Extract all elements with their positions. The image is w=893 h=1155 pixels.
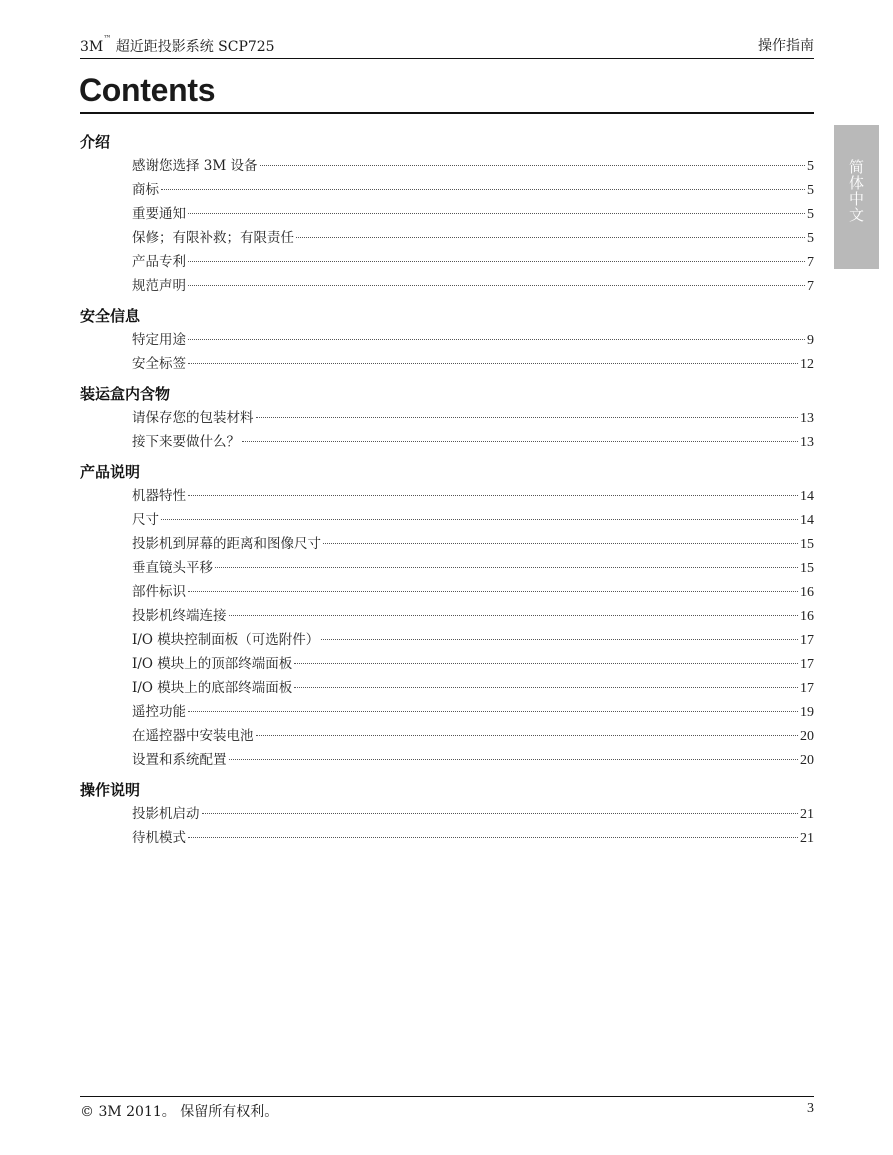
toc-entry-label: 请保存您的包装材料 [132,410,254,426]
toc-entry[interactable] [80,484,814,508]
toc-entry[interactable] [80,250,814,274]
toc-entry[interactable] [80,532,814,556]
toc-entry[interactable] [80,748,814,772]
toc-entry-label: 在遥控器中安装电池 [132,728,254,744]
toc-entry[interactable] [80,676,814,700]
toc-section [80,130,814,298]
toc-entry-label: I/O 模块上的底部终端面板 [132,680,293,696]
toc-section-title: 安全信息 [80,307,141,325]
toc-entry-label: 遥控功能 [132,704,186,720]
toc-entry[interactable] [80,154,814,178]
dot-leader [202,813,799,814]
dot-leader [188,339,805,340]
toc-entry-label: 规范声明 [132,278,186,294]
toc-section [80,460,814,772]
toc-entry-label: 机器特性 [132,488,186,504]
toc-entry[interactable] [80,826,814,850]
toc-entry-label: 特定用途 [132,332,186,348]
dot-leader [229,615,799,616]
toc-entry-page: 17 [800,657,814,672]
dot-leader [188,285,805,286]
page-header [80,34,814,56]
dot-leader [256,417,799,418]
toc-entry-page: 14 [800,513,814,528]
dot-leader [188,591,798,592]
toc-entry[interactable] [80,604,814,628]
toc-entry[interactable] [80,202,814,226]
header-brand: 3M [80,39,104,55]
page-title: Contents [79,72,216,108]
dot-leader [161,189,805,190]
dot-leader [242,441,798,442]
footer-divider [80,1096,814,1097]
dot-leader [161,519,798,520]
toc-entry-page: 14 [800,489,814,504]
toc-entry-label: 待机模式 [132,830,186,846]
toc-entry-page: 7 [807,279,814,294]
toc-entry-label: I/O 模块控制面板（可选附件） [132,632,320,648]
toc-entry-page: 21 [800,807,814,822]
toc-entry-page: 17 [800,681,814,696]
toc-section-title: 装运盒内含物 [80,385,171,403]
toc-entry-label: 投影机终端连接 [132,608,227,624]
toc-entry-label: 重要通知 [132,206,186,222]
toc-entry-label: 垂直镜头平移 [132,560,213,576]
language-tab-label: 简体中文 [847,159,865,223]
dot-leader [188,213,805,214]
toc-entry-page: 5 [807,183,814,198]
dot-leader [256,735,799,736]
toc-entry[interactable] [80,430,814,454]
toc-entry-label: I/O 模块上的顶部终端面板 [132,656,293,672]
toc-entry-label: 产品专利 [132,254,186,270]
header-document-title [80,36,275,56]
dot-leader [321,639,798,640]
header-guide-name: 操作指南 [758,38,814,54]
toc-entry-page: 5 [807,231,814,246]
toc-entry[interactable] [80,700,814,724]
toc-entry[interactable] [80,274,814,298]
toc-entry[interactable] [80,802,814,826]
toc-entry-page: 20 [800,753,814,768]
toc-entry-label: 保修；有限补救；有限责任 [132,230,294,246]
toc-entry-page: 15 [800,561,814,576]
toc-entry-label: 设置和系统配置 [132,752,227,768]
toc-entry-page: 19 [800,705,814,720]
dot-leader [260,165,806,166]
dot-leader [188,261,805,262]
toc-entry-page: 13 [800,435,814,450]
toc-entry-label: 安全标签 [132,356,186,372]
toc-entry-page: 16 [800,609,814,624]
header-divider [80,58,814,59]
dot-leader [215,567,798,568]
title-divider [80,112,814,114]
toc-entry-page: 21 [800,831,814,846]
toc-entry-label: 商标 [132,182,159,198]
toc-entry-page: 5 [807,207,814,222]
toc-entry[interactable] [80,328,814,352]
toc-entry[interactable] [80,580,814,604]
toc-entry-label: 投影机启动 [132,806,200,822]
dot-leader [188,495,798,496]
toc-entry-page: 17 [800,633,814,648]
dot-leader [188,711,798,712]
toc-entry[interactable] [80,226,814,250]
dot-leader [296,237,805,238]
toc-section-title: 操作说明 [80,781,141,799]
toc-entry-page: 13 [800,411,814,426]
table-of-contents [80,130,814,856]
dot-leader [188,363,798,364]
dot-leader [188,837,798,838]
toc-entry[interactable] [80,724,814,748]
footer-copyright: © 3M 2011。 保留所有权利。 [80,1104,279,1120]
dot-leader [294,663,798,664]
toc-entry-page: 9 [807,333,814,348]
dot-leader [229,759,799,760]
toc-section-title: 产品说明 [80,463,141,481]
toc-entry[interactable] [80,652,814,676]
dot-leader [294,687,798,688]
toc-entry-label: 部件标识 [132,584,186,600]
toc-entry[interactable] [80,352,814,376]
toc-entry[interactable] [80,178,814,202]
toc-entry[interactable] [80,556,814,580]
toc-entry-page: 5 [807,159,814,174]
toc-entry[interactable] [80,508,814,532]
toc-entry-page: 20 [800,729,814,744]
toc-section [80,304,814,376]
trademark-symbol: ™ [103,34,112,43]
toc-entry-page: 7 [807,255,814,270]
toc-entry[interactable] [80,628,814,652]
toc-entry[interactable] [80,406,814,430]
toc-entry-page: 15 [800,537,814,552]
toc-section [80,382,814,454]
language-tab [834,125,879,269]
toc-entry-label: 感谢您选择 3M 设备 [132,158,258,174]
toc-entry-label: 接下来要做什么？ [132,434,240,450]
toc-entry-page: 12 [800,357,814,372]
toc-entry-page: 16 [800,585,814,600]
page-number: 3 [807,1101,814,1116]
toc-entry-label: 尺寸 [132,512,159,528]
toc-section-title: 介绍 [80,133,111,151]
toc-entry-label: 投影机到屏幕的距离和图像尺寸 [132,536,321,552]
dot-leader [323,543,798,544]
toc-section [80,778,814,850]
header-product-name: 超近距投影系统 SCP725 [111,39,275,55]
